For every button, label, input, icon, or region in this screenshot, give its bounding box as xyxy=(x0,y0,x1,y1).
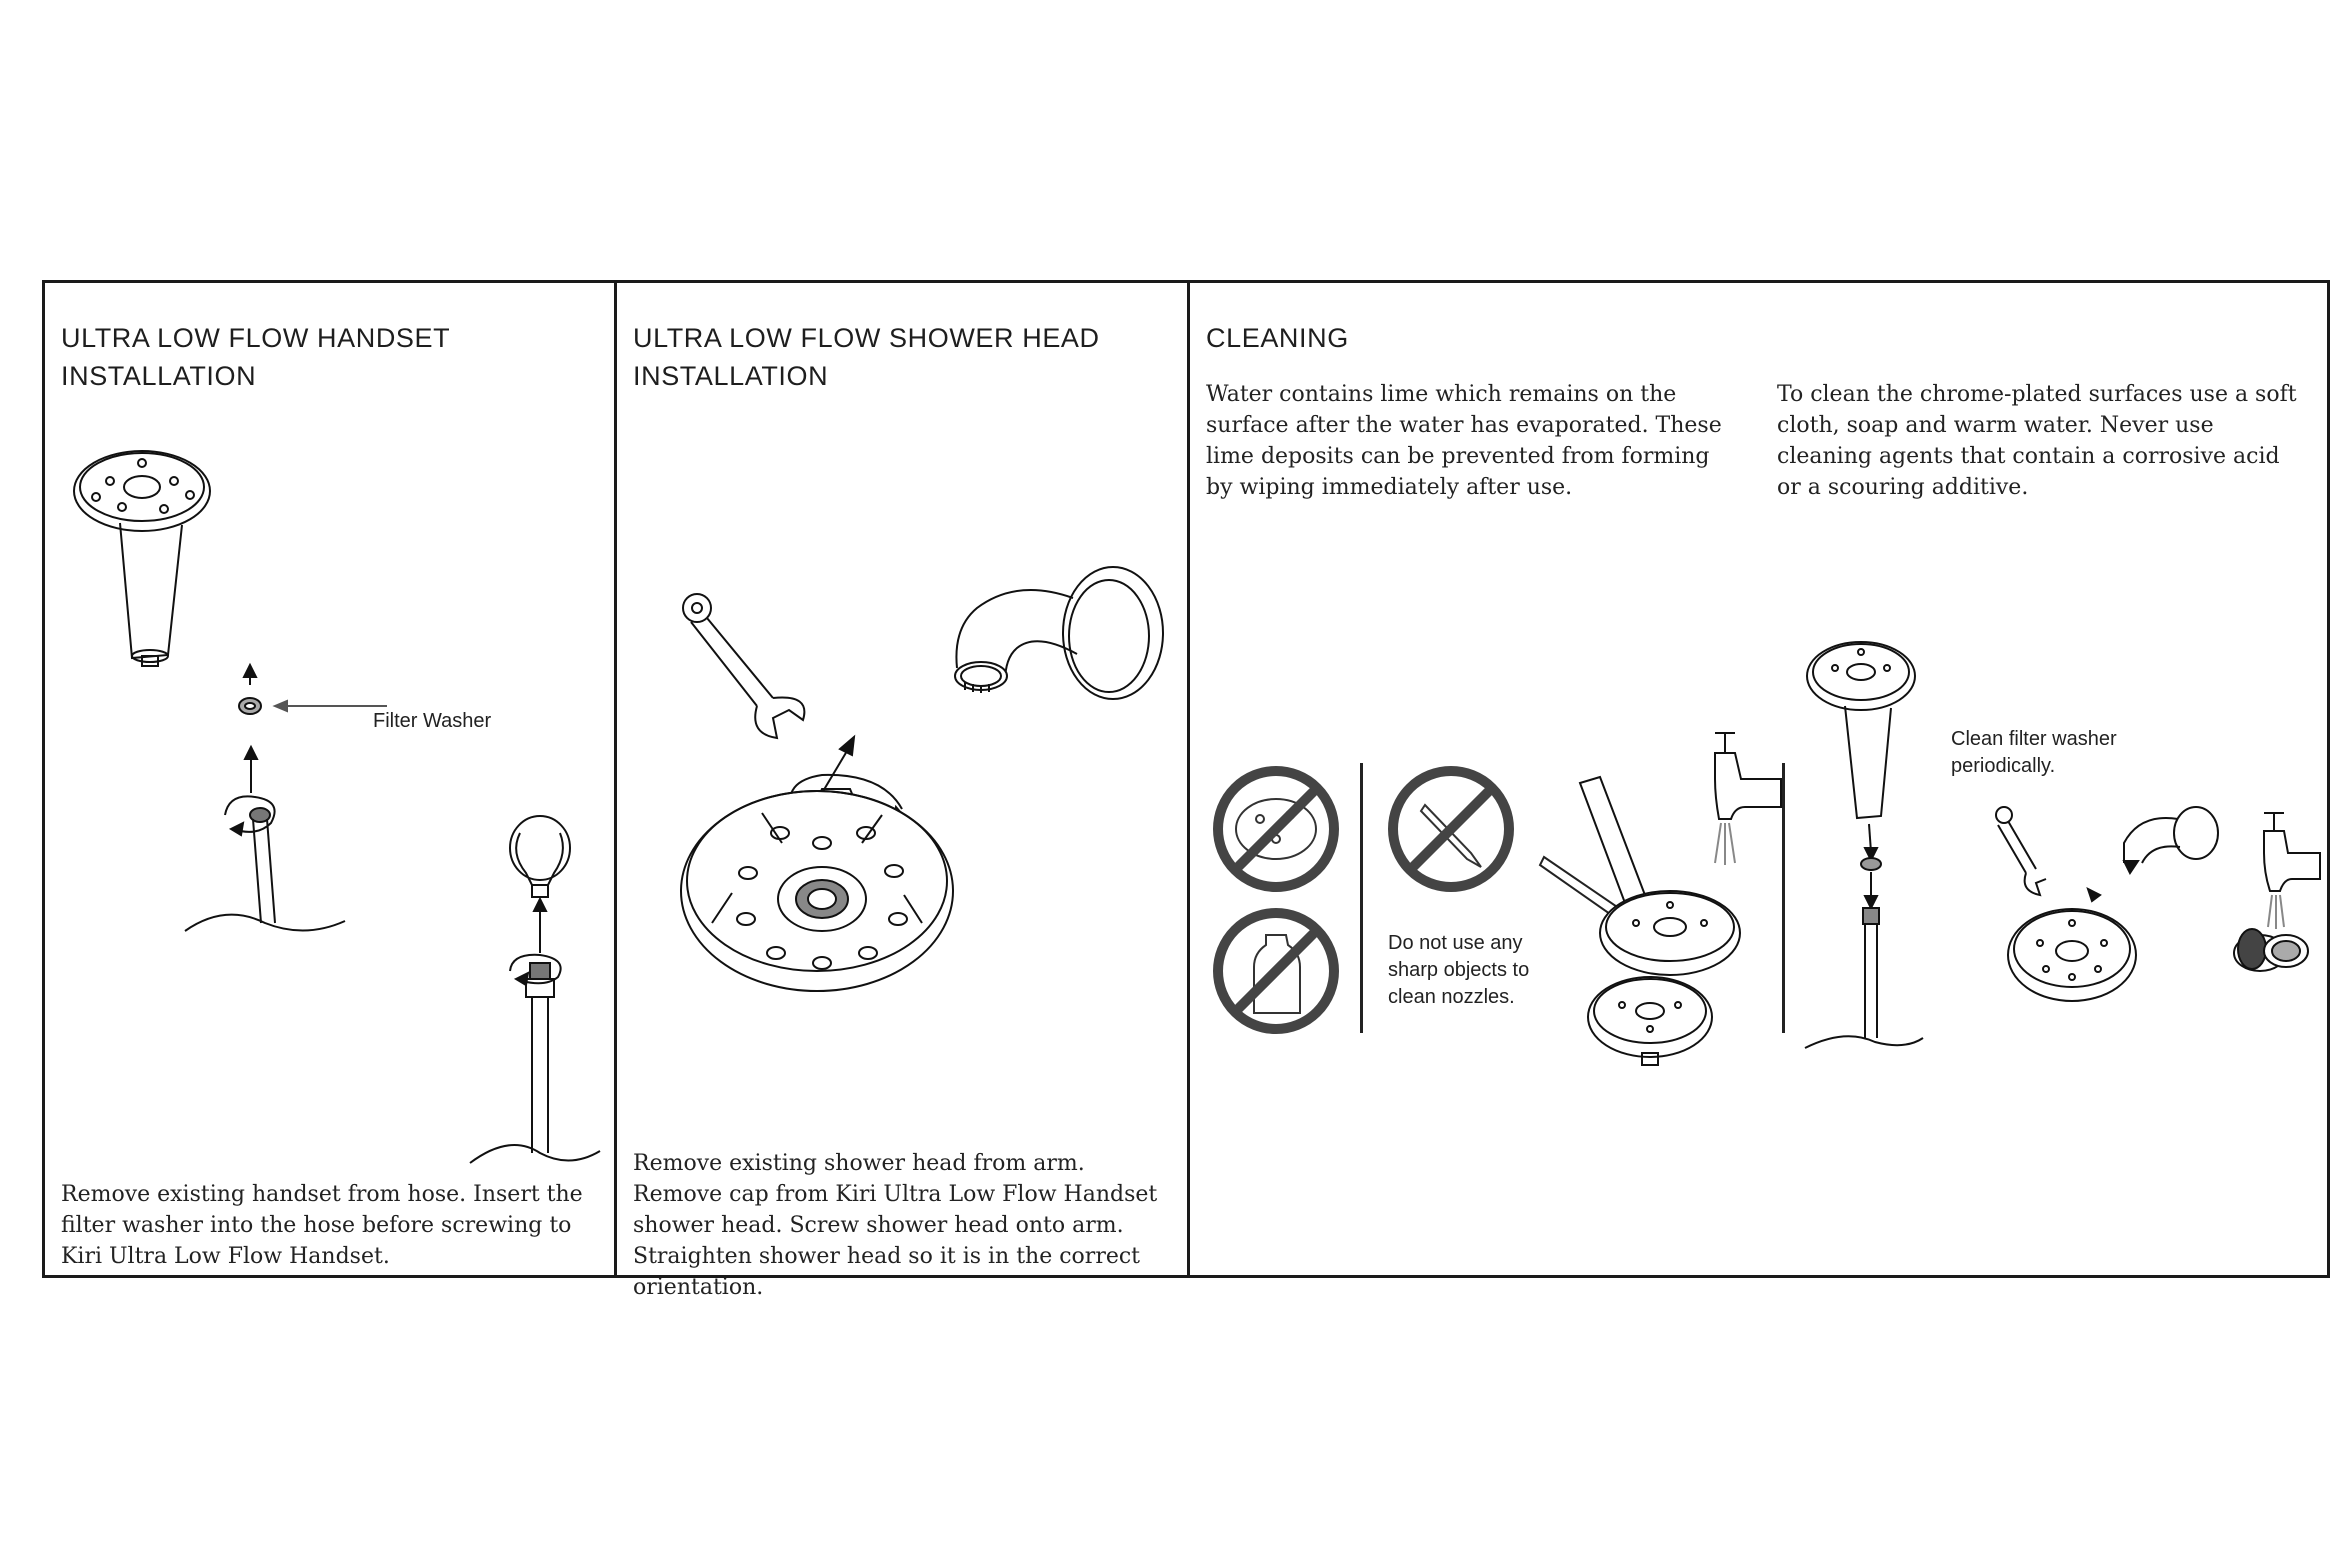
prohibited-icon xyxy=(1210,905,1345,1040)
panel-body: Remove existing shower head from arm. Remove cap from Kiri Ultra Low Flow Handset shower head. Screw shower head onto arm. Straighten shower head so it is in the correct orientation. xyxy=(633,1151,1158,1300)
faucet-icon xyxy=(1685,723,1795,873)
cleaning-text-right: To clean the chrome-plated surfaces use a soft cloth, soap and warm water. Never use cleaning agents that contain a corrosive acid or a scouring additive. xyxy=(1777,382,2297,500)
cleaning-panel xyxy=(1190,283,2330,1275)
hose-icon xyxy=(185,753,365,953)
panel-heading-line2: INSTALLATION xyxy=(633,361,829,391)
filter-washer-note: Clean filter washer periodically. xyxy=(1951,728,2117,777)
shower-head-icon xyxy=(672,723,972,1003)
shower-head-icon xyxy=(1990,803,2220,1023)
panel-heading: ULTRA LOW FLOW HANDSET INSTALLATION xyxy=(61,323,450,391)
panel-heading: CLEANING xyxy=(1206,323,1349,353)
wall-outlet-icon xyxy=(450,813,620,1193)
shower-head-installation-panel xyxy=(617,283,1190,1300)
divider xyxy=(1360,763,1363,1033)
faucet-icon xyxy=(2220,803,2330,1003)
panel-body: Remove existing handset from hose. Insert the filter washer into the hose before screwing to Kiri Ultra Low Flow Handset. xyxy=(61,1182,583,1269)
panel-heading-line1: ULTRA LOW FLOW SHOWER HEAD xyxy=(633,323,1100,353)
handset-icon xyxy=(70,443,270,683)
handset-icon xyxy=(1805,638,1925,1058)
cleaning-text-left: Water contains lime which remains on the surface after the water has evaporated. These lime deposits can be prevented from forming by wiping immediately after use. xyxy=(1206,382,1722,500)
prohibited-icon xyxy=(1210,763,1345,898)
instruction-sheet xyxy=(42,280,2330,1300)
shower-arm-icon xyxy=(877,558,1177,738)
divider xyxy=(1782,763,1785,1033)
handset-installation-panel xyxy=(45,283,617,1275)
prohibited-icon xyxy=(1385,763,1520,898)
sharp-objects-note: Do not use any sharp objects to clean nozzles. xyxy=(1388,932,1530,1008)
filter-washer-label: Filter Washer xyxy=(373,710,492,732)
